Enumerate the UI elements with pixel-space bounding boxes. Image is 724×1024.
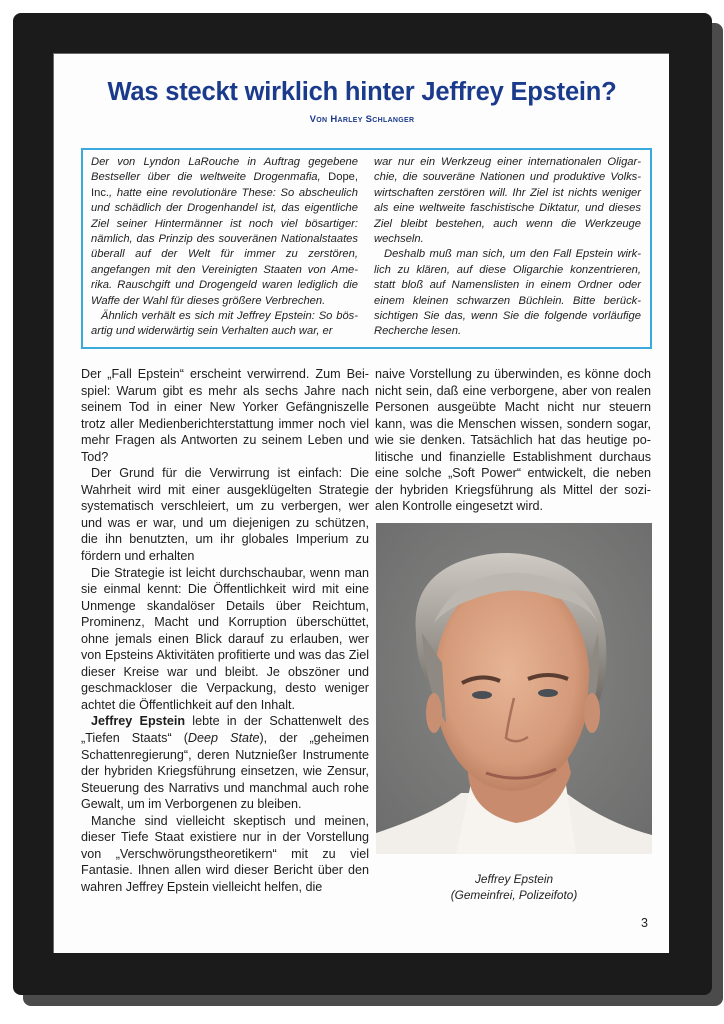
photo-caption bbox=[376, 872, 652, 903]
intro-text: , hatte eine revolutionäre These: So abscheulich und schädlich der Drogenhandel ist, das eigentliche Ziel seiner Hintermänner ist noch viel bösartiger: nämlich, das Prinzip des souveränen Nationalstaates überall auf der Welt für immer zu zerstören, angefangen mit den Vereinigten Staaten von Amerika. Rauschgift und Drogengeld waren lediglich die Waffe der Wahl für dieses größere Verbrechen. bbox=[91, 186, 358, 307]
article-title: Was steckt wirklich hinter Jeffrey Epstein? bbox=[107, 78, 617, 106]
byline bbox=[54, 114, 670, 125]
portrait-photo bbox=[376, 523, 652, 854]
body-text: ), der „geheimen Schattenregierung“, deren Nutznießer Instrumente der hybriden Kriegsführung einsetzen, wie Zensur, Steuerung des Narrativs und manchmal auch rohe Gewalt, um im Verborgenen zu bleiben. bbox=[81, 731, 369, 812]
caption-name: Jeffrey Epstein bbox=[474, 872, 554, 886]
document-page bbox=[53, 53, 669, 953]
body-paragraph: Der „Fall Epstein“ erscheint verwirrend. Zum Beispiel: Warum gibt es mehr als sechs Jahre nach seinem Tod in einer New Yorker Gefängniszelle trotz aller Medienberichterstattung immer noch viel mehr Fragen als Antworten zu seinem Leben und Tod? bbox=[81, 367, 369, 464]
intro-paragraph: Ähnlich verhält es sich mit Jeffrey Epstein: So bösartig und widerwärtig sein Verhalten auch war, er bbox=[91, 310, 358, 338]
body-paragraph: Die Strategie ist leicht durchschaubar, wenn man sie einmal kennt: Die Öffentlichkeit wird mit eine Unmenge skandalöser Details über Reichtum, Prominenz, Macht und Korruption überschüttet, ohne jemals einen Blick darauf zu erlauben, wer von Epsteins Aktivitäten profitierte und was das Ziel dieser Kreise war und bleibt. Je obszöner und geschmackloser die Verpackung, desto weniger achtet die Öffentlichkeit auf den Inhalt. bbox=[81, 565, 369, 712]
bold-lead: Jeffrey Epstein bbox=[91, 714, 186, 729]
portrait-image-icon bbox=[376, 523, 652, 854]
intro-column-left bbox=[91, 155, 358, 347]
intro-text: Der von Lyndon LaRouche in Auftrag gegebene Bestseller über die weltweite Drogenmafia, bbox=[91, 156, 358, 184]
book-title: Dope, Inc. bbox=[91, 171, 358, 199]
body-paragraph bbox=[81, 713, 369, 812]
italic-term: Deep State bbox=[187, 731, 260, 746]
caption-credit: (Gemeinfrei, Polizeifoto) bbox=[450, 887, 578, 902]
body-paragraph: Manche sind vielleicht skeptisch und meinen, dieser Tiefe Staat existiere nur in der Vorstellung von „Verschwörungstheoretikern“ mit zu viel Fantasie. Ihnen allen wird dieser Bericht über den wahren Jeffrey Epstein vielleicht helfen, die bbox=[81, 813, 369, 894]
body-paragraph: naive Vorstellung zu überwinden, es könne doch nicht sein, daß eine verborgene, aber von realen Personen ausgeübte Macht nicht nur steuern kann, was die Menschen wissen, sondern sogar, wie sie denken. Tatsächlich hat das heutige politische und finanzielle Establishment durchaus eine solche „Soft Power“ entwickelt, die neben der hybriden Kriegsführung als Mittel der sozialen Kontrolle eingesetzt wird. bbox=[375, 367, 651, 514]
page-number: 3 bbox=[641, 916, 648, 930]
intro-paragraph bbox=[91, 155, 358, 309]
body-column-right bbox=[375, 366, 651, 515]
body-text: lebte in der Schattenwelt des „Tiefen Staats“ ( bbox=[81, 714, 369, 746]
body-paragraph: Der Grund für die Verwirrung ist einfach: Die Wahrheit wird mit einer ausgeklügelten Strategie systematisch verschleiert, um zu verbergen, wer und was er war, und um diejenigen zu schützen, die ihn benutzten, um ihr globales Imperium zu fördern und erhalten bbox=[81, 466, 369, 564]
intro-box bbox=[81, 148, 652, 349]
intro-column-right bbox=[374, 155, 641, 347]
byline-prefix: Von bbox=[309, 114, 328, 125]
intro-paragraph: war nur ein Werkzeug einer internationalen Oligarchie, die souveräne Nationen und produktive Volkswirtschaften zerstören will. Ihr Ziel ist nichts weniger als eine weltweite faschistische Diktatur, und dieses Ziel bleibt bestehen, auch wenn die Werkzeuge wechseln. bbox=[374, 156, 641, 246]
intro-paragraph: Deshalb muß man sich, um den Fall Epstein wirklich zu klären, auf diese Oligarchie konzentrieren, statt bloß auf Namenslisten in einem Ordner oder einem kleinen schwarzen Büchlein. Bitte berücksichtigen Sie das, wenn Sie die folgende vorläufige Recherche lesen. bbox=[374, 248, 641, 338]
byline-author: Harley Schlanger bbox=[330, 114, 415, 125]
body-column-left bbox=[81, 366, 369, 896]
